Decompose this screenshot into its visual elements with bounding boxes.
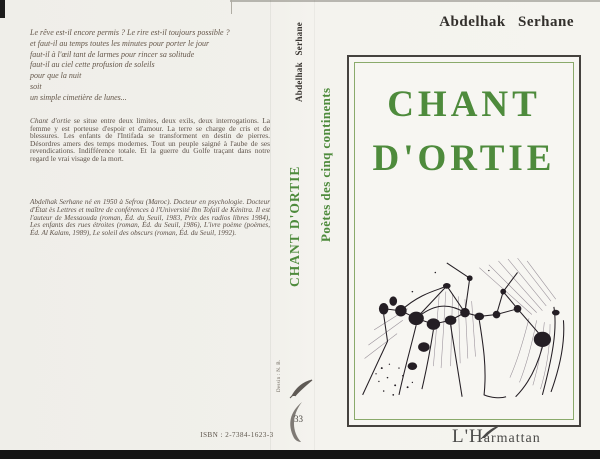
- isbn-label: ISBN : 2-7384-1623-3: [200, 431, 274, 439]
- poem-line: faut-il à l'œil tant de larmes pour rincer sa solitude: [30, 49, 195, 59]
- feather-icon: [290, 380, 312, 398]
- book-title-line1: CHANT: [387, 84, 541, 125]
- poem-line: et faut-il au temps toutes les minutes pour porter le jour: [30, 38, 210, 48]
- spine-fold-line: [314, 0, 315, 450]
- publisher-prefix: L'H: [452, 426, 484, 447]
- collection-number-glyph: 33: [294, 414, 303, 424]
- poem-line: soit: [30, 81, 42, 91]
- book-title-inline: Chant d'ortie: [30, 116, 71, 125]
- cover-frame: [347, 55, 581, 427]
- publisher-logo: [440, 416, 590, 452]
- description-text: se situe entre deux limites, deux exils, deux interrogations. La femme y est porteuse d'espoir et d'amour. La terre se charge de cris et de blessures. Les enfants de l'Intifada se transforment en destin de pierres. Désordres amers des temps modernes. Tout un peuple saigné à l'aube de ses revendications. Indifférence totale. Et la guerre du Golfe traçant dans notre regard le vrai visage de la mort.: [30, 116, 270, 163]
- book-title-line2: D'ORTIE: [372, 138, 556, 179]
- poem-line: un simple cimetière de lunes...: [30, 92, 127, 102]
- spine-drawing-credit: Dessin : N. B.: [277, 359, 282, 392]
- publisher-suffix: armattan: [483, 431, 541, 446]
- back-cover-poem: [30, 28, 272, 104]
- spine-fold-line: [270, 0, 271, 450]
- feather-icon: [480, 425, 502, 439]
- collection-name: Poètes des cinq continents: [318, 87, 333, 242]
- scan-top-edge: [230, 0, 600, 2]
- scan-bottom-bar: [0, 450, 600, 459]
- spine-collection-mark: [282, 378, 316, 442]
- author-bio: Abdelhak Serhane né en 1950 à Sefrou (Maroc). Docteur en psychologie. Docteur d'État ès Lettres et maître de conférences à l'Université Ibn Tofail de Kénitra. Il est l'auteur de Messaouda (roman, Éd. du Seuil, 1983, Prix des radios libres 1984), Les enfants des rues étroites (roman, Éd. du Seuil, 1986), L'ivre poème (poèmes, Éd. Al Kalam, 1989), Le soleil des obscurs (roman, Éd. du Seuil, 1992).: [30, 198, 270, 238]
- poem-line: pour que la nuit: [30, 71, 82, 81]
- scan-corner-mark: [0, 0, 5, 18]
- book-description: [30, 117, 270, 162]
- page-edge-tick: [231, 0, 232, 14]
- poem-line: Le rêve est-il encore permis ? Le rire est-il toujours possible ?: [30, 28, 230, 37]
- cover-author: Abdelhak Serhane: [439, 14, 574, 30]
- poem-line: faut-il au ciel cette profusion de soleils: [30, 60, 155, 70]
- spine-title: CHANT D'ORTIE: [287, 165, 302, 287]
- spine-author: Abdelhak Serhane: [294, 21, 304, 102]
- cover-ink-drawing: [355, 251, 573, 401]
